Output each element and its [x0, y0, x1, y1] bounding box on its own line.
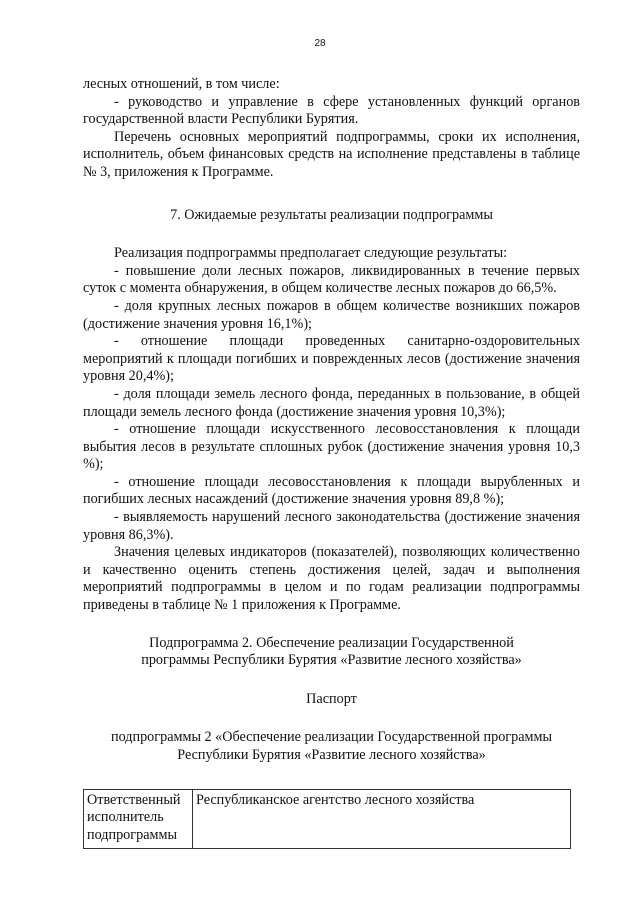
- section-heading: 7. Ожидаемые результаты реализации подпрограммы: [170, 206, 493, 223]
- result-item: - доля крупных лесных пожаров в общем количестве возникших пожаров (достижение значения уровня 16,1%);: [83, 297, 580, 332]
- paragraph: - руководство и управление в сфере установленных функций органов государственной власти Республики Бурятия.: [83, 93, 580, 128]
- passport-heading: Паспорт: [306, 690, 357, 707]
- result-item: - повышение доли лесных пожаров, ликвидированных в течение первых суток с момента обнаружения, в общем количестве лесных пожаров до 66,5%.: [83, 262, 580, 297]
- result-item: - отношение площади лесовосстановления к площади вырубленных и погибших лесных насаждений (достижение значения уровня 89,8 %);: [83, 473, 580, 508]
- page-number: 28: [314, 38, 326, 49]
- table-row: [84, 789, 571, 849]
- paragraph: Перечень основных мероприятий подпрограммы, сроки их исполнения, исполнитель, объем финансовых средств на исполнение представлены в таблице № 3, приложения к Программе.: [83, 128, 580, 180]
- result-item: - выявляемость нарушений лесного законодательства (достижение значения уровня 86,3%).: [83, 509, 580, 543]
- subprogram-title-line-2: программы Республики Бурятия «Развитие лесного хозяйства»: [141, 652, 522, 669]
- subprogram-title-line-1: Подпрограмма 2. Обеспечение реализации Государственной: [149, 634, 514, 651]
- result-item: - доля площади земель лесного фонда, переданных в пользование, в общей площади земель лесного фонда (достижение значения уровня 10,3%);: [83, 385, 580, 420]
- passport-subtitle-line-1: подпрограммы 2 «Обеспечение реализации Государственной программы: [111, 729, 552, 746]
- results-intro: Реализация подпрограммы предполагает следующие результаты:: [114, 245, 508, 262]
- paragraph: лесных отношений, в том числе:: [83, 76, 280, 92]
- document-body: [83, 76, 580, 849]
- passport-table: [83, 789, 571, 850]
- result-item: - отношение площади проведенных санитарно-оздоровительных мероприятий к площади погибших и поврежденных лесов (достижение значения уровня 20,4%);: [83, 333, 580, 385]
- passport-subtitle-line-2: Республики Бурятия «Развитие лесного хозяйства»: [177, 747, 486, 763]
- table-cell-value: Республиканское агентство лесного хозяйства: [193, 789, 571, 849]
- result-item: - отношение площади искусственного лесовосстановления к площади выбытия лесов в результате сплошных рубок (достижение значения уровня 10,3 %);: [83, 421, 580, 473]
- results-closing: Значения целевых индикаторов (показателей), позволяющих количественно и качественно оценить степень достижения целей, задач и выполнения мероприятий подпрограммы в целом и по годам реализации подпрограммы приведены в таблице № 1 приложения к Программе.: [83, 544, 580, 614]
- table-cell-label: Ответственный исполнитель подпрограммы: [84, 789, 193, 849]
